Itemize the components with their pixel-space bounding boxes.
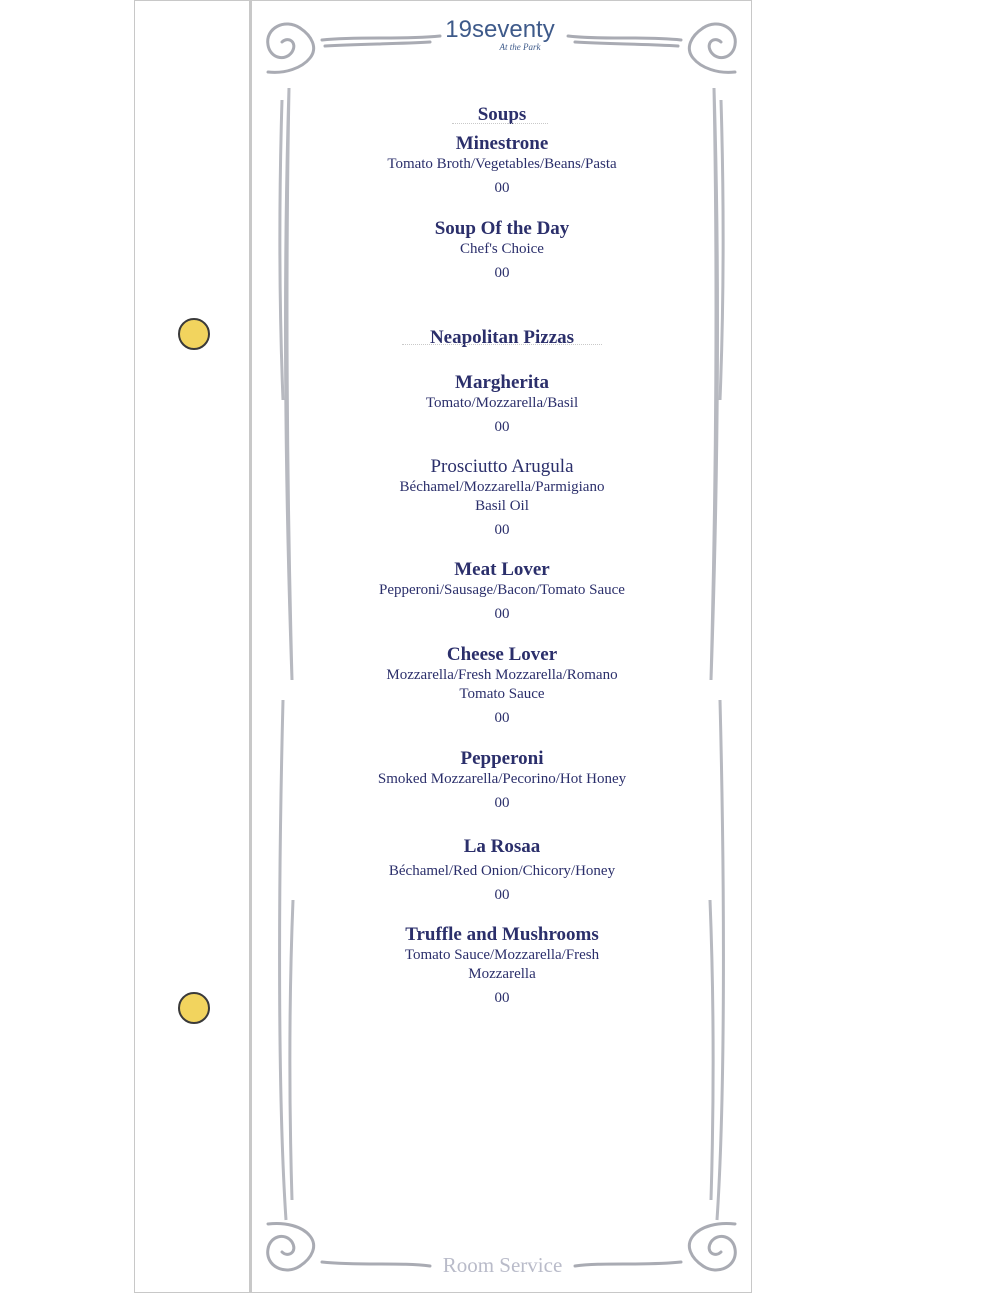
item-name: La Rosaa — [463, 836, 541, 857]
section-title-pizzas: Neapolitan Pizzas — [429, 327, 575, 348]
item-description: Tomato Sauce — [459, 686, 545, 702]
item-description: Basil Oil — [475, 498, 529, 514]
item-description: Smoked Mozzarella/Pecorino/Hot Honey — [377, 771, 627, 787]
item-description: Tomato/Mozzarella/Basil — [425, 395, 579, 411]
menu-item — [300, 644, 704, 728]
item-price: 00 — [494, 990, 510, 1006]
menu-item — [300, 924, 704, 1008]
item-price: 00 — [494, 265, 510, 281]
item-description: Mozzarella/Fresh Mozzarella/Romano — [386, 667, 618, 683]
item-name: Pepperoni — [460, 748, 544, 769]
item-description: Mozzarella — [468, 966, 536, 982]
item-description: Tomato Broth/Vegetables/Beans/Pasta — [387, 156, 617, 172]
menu-item — [300, 372, 704, 437]
item-description: Béchamel/Red Onion/Chicory/Honey — [388, 863, 616, 879]
item-description: Tomato Sauce/Mozzarella/Fresh — [404, 947, 600, 963]
item-name: Prosciutto Arugula — [430, 456, 574, 477]
item-name: Truffle and Mushrooms — [405, 924, 599, 945]
menu-item — [300, 836, 704, 905]
section-title-soups: Soups — [477, 104, 527, 125]
menu-item — [300, 133, 704, 198]
item-description: Béchamel/Mozzarella/Parmigiano — [399, 479, 605, 495]
item-price: 00 — [494, 419, 510, 435]
item-price: 00 — [494, 710, 510, 726]
item-price: 00 — [494, 887, 510, 903]
item-price: 00 — [494, 180, 510, 196]
item-name: Meat Lover — [454, 559, 550, 580]
item-name: Soup Of the Day — [434, 218, 570, 239]
menu-item — [300, 559, 704, 624]
item-description: Chef's Choice — [460, 241, 544, 257]
item-price: 00 — [494, 606, 510, 622]
item-description: Pepperoni/Sausage/Bacon/Tomato Sauce — [379, 582, 625, 598]
menu-item — [300, 218, 704, 283]
brand-name: 19seventy — [445, 16, 555, 43]
menu-item — [300, 748, 704, 813]
item-name: Minestrone — [455, 133, 549, 154]
item-name: Margherita — [455, 372, 549, 393]
section-divider — [452, 123, 548, 124]
menu-item — [300, 456, 704, 540]
item-price: 00 — [494, 795, 510, 811]
footer-label: Room Service — [442, 1253, 563, 1277]
item-name: Cheese Lover — [446, 644, 558, 665]
brand-logo — [0, 18, 1000, 52]
brand-tagline: At the Park — [499, 42, 541, 52]
section-divider — [402, 344, 602, 345]
item-price: 00 — [494, 522, 510, 538]
